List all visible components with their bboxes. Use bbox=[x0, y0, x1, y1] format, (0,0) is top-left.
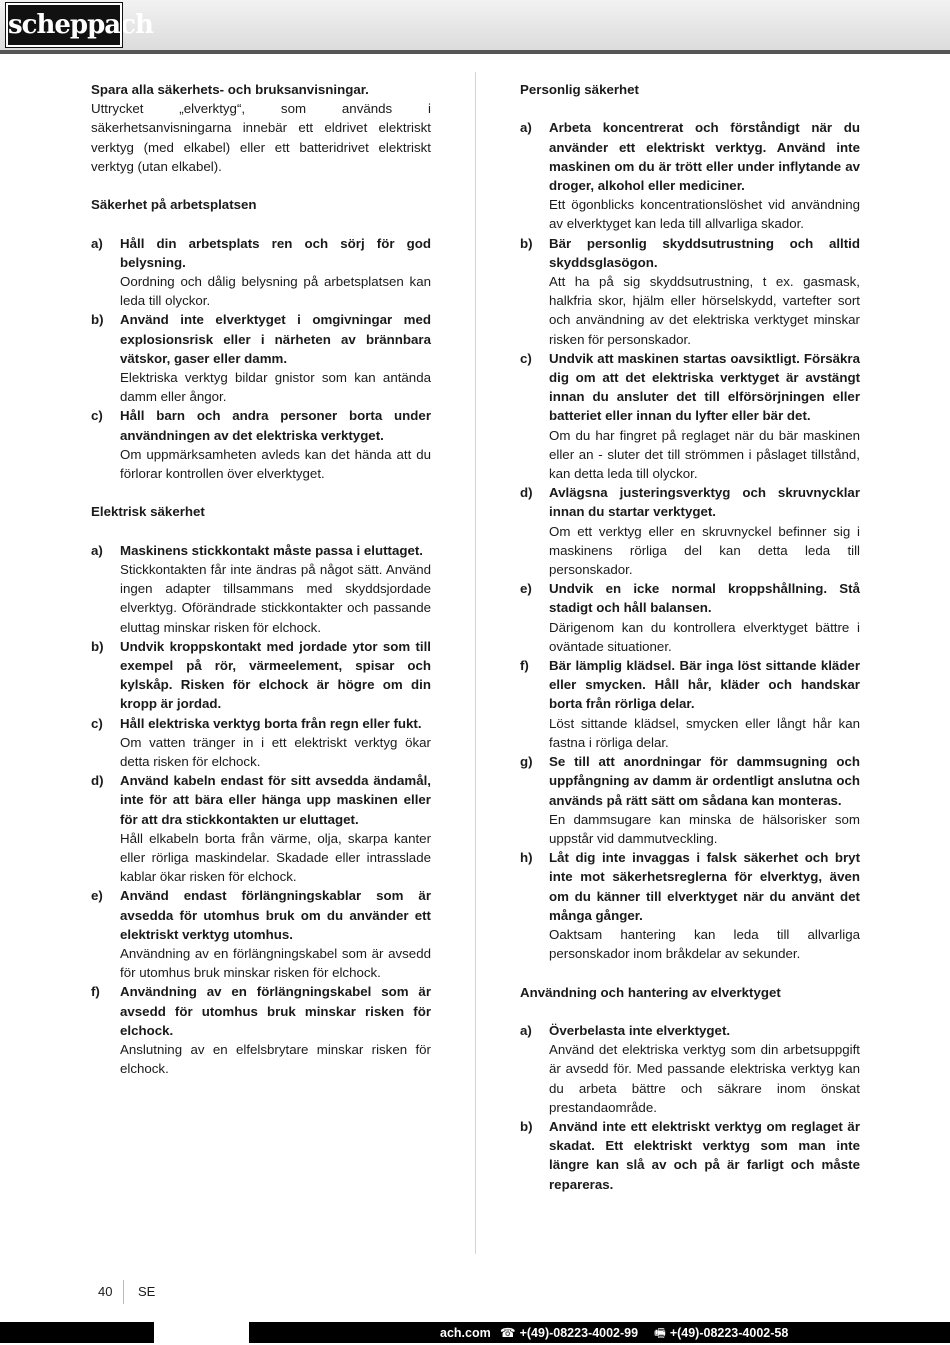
item-letter: c) bbox=[91, 408, 103, 424]
item-letter: e) bbox=[91, 888, 103, 904]
page-number: 40 bbox=[98, 1284, 113, 1299]
list-item bbox=[520, 579, 860, 656]
list-item bbox=[520, 848, 860, 963]
list-item bbox=[91, 714, 431, 772]
list-item bbox=[520, 752, 860, 848]
item-letter: b) bbox=[520, 235, 533, 251]
left-column bbox=[91, 80, 431, 1079]
list-item bbox=[91, 886, 431, 982]
item-instruction: Använd inte elverktyget i omgivningar med explosionsrisk eller i närheten av brännbara vätskor, gaser eller damm. bbox=[120, 312, 431, 366]
item-letter: f) bbox=[91, 984, 100, 1000]
item-instruction: Maskinens stickkontakt måste passa i eluttaget. bbox=[120, 542, 423, 558]
header-rule bbox=[0, 50, 950, 54]
item-letter: d) bbox=[91, 773, 104, 789]
item-letter: c) bbox=[91, 715, 103, 731]
right-column bbox=[520, 80, 860, 1194]
list-item bbox=[91, 771, 431, 886]
item-instruction: Håll barn och andra personer borta under användningen av det elektriska verktyget. bbox=[120, 408, 431, 443]
list-item bbox=[91, 637, 431, 714]
item-instruction: Använd endast förlängningskablar som är avsedda för utomhus bruk om du använder ett elektriskt verktyg utomhus. bbox=[120, 888, 431, 942]
item-letter: f) bbox=[520, 658, 529, 674]
item-explanation: Att ha på sig skyddsutrustning, t ex. gasmask, halkfria skor, hjälm eller hörselskydd, vartefter sort och användning av det elektriska verktyget minskar risken för personskador. bbox=[549, 274, 860, 347]
item-letter: a) bbox=[520, 1022, 532, 1038]
item-explanation: Oordning och dålig belysning på arbetsplatsen kan leda till olyckor. bbox=[120, 274, 431, 309]
list-item bbox=[91, 234, 431, 311]
list-item bbox=[520, 1117, 860, 1194]
item-instruction: Arbeta koncentrerat och förståndigt när du använder ett elektriskt verktyg. Använd inte maskinen om du är trött eller under inflytande av droger, alkohol eller mediciner. bbox=[549, 120, 860, 193]
item-letter: a) bbox=[520, 120, 532, 136]
item-explanation: Löst sittande klädsel, smycken eller långt hår kan fastna i rörliga delar. bbox=[549, 715, 860, 750]
item-instruction: Håll din arbetsplats ren och sörj för god belysning. bbox=[120, 235, 431, 270]
list-item bbox=[520, 656, 860, 752]
item-instruction: Bär lämplig klädsel. Bär inga löst sittande kläder eller smycken. Håll hår, kläder och handskar borta från rörliga delar. bbox=[549, 658, 860, 712]
item-explanation: Om uppmärksamheten avleds kan det hända att du förlorar kontrollen över elverktyget. bbox=[120, 446, 431, 482]
item-explanation: Håll elkabeln borta från värme, olja, skarpa kanter eller rörliga maskindelar. Skadade eller intrasslade kablar ökar risken för elchock. bbox=[120, 830, 431, 885]
intro-text: Uttrycket „elverktyg“, som används i säkerhetsanvisningarna innebär ett eldrivet elektriskt verktyg (med elkabel) eller ett batteridrivet elektriskt verktyg (utan elkabel). bbox=[91, 101, 431, 174]
item-explanation: Stickkontakten får inte ändras på något sätt. Använd ingen adapter tillsammans med skyddsjordade elverktyg. Oförändrade stickkontakter och passande eluttag minskar risken för elchock. bbox=[120, 562, 431, 635]
item-explanation: En dammsugare kan minska de hälsorisker som uppstår vid dammutveckling. bbox=[549, 811, 860, 846]
section-heading: Personlig säkerhet bbox=[520, 82, 639, 97]
phone-icon: ☎ bbox=[500, 1326, 516, 1340]
item-instruction: Undvik en icke normal kroppshållning. Stå stadigt och håll balansen. bbox=[549, 581, 860, 616]
item-explanation: Ett ögonblicks koncentrationslöshet vid användning av elverktyget kan leda till allvarliga skador. bbox=[549, 197, 860, 232]
item-instruction: Låt dig inte invaggas i falsk säkerhet och bryt inte mot säkerhetsreglerna för elverktyg, även om du känner till elverktyget när du använt det många gånger. bbox=[549, 850, 860, 923]
item-letter: h) bbox=[520, 850, 533, 866]
list-item bbox=[520, 483, 860, 579]
item-instruction: Använd inte ett elektriskt verktyg om reglaget är skadat. Ett elektriskt verktyg som man inte längre kan slå av och på är farligt och måste repareras. bbox=[549, 1118, 860, 1192]
item-instruction: Undvik kroppskontakt med jordade ytor som till exempel på rör, värmeelement, spisar och kylskåp. Risken för elchock är högre om din kropp är jordad. bbox=[120, 638, 431, 712]
website-text: ach.com bbox=[440, 1326, 491, 1340]
fax-number: +(49)-08223-4002-58 bbox=[669, 1326, 789, 1340]
item-letter: b) bbox=[520, 1118, 533, 1134]
fax-contact bbox=[654, 1324, 788, 1342]
page-header bbox=[0, 0, 950, 50]
item-explanation: Om du har fingret på reglaget när du bär maskinen eller an - sluter det till strömmen i påslaget tillstånd, kan detta leda till olyckor. bbox=[549, 427, 860, 482]
footer-separator bbox=[123, 1280, 124, 1304]
item-letter: b) bbox=[91, 312, 104, 328]
section-heading: Säkerhet på arbetsplatsen bbox=[91, 197, 257, 213]
list-item bbox=[520, 118, 860, 233]
item-instruction: Avlägsna justeringsverktyg och skruvnycklar innan du startar verktyget. bbox=[549, 485, 860, 520]
section-heading: Användning och hantering av elverktyget bbox=[520, 984, 781, 1000]
item-explanation: Anslutning av en elfelsbrytare minskar risken för elchock. bbox=[120, 1042, 431, 1077]
list-item bbox=[91, 541, 431, 637]
item-explanation: Därigenom kan du kontrollera elverktyget bättre i oväntade situationer. bbox=[549, 619, 860, 654]
intro-title: Spara alla säkerhets- och bruksanvisningar. bbox=[91, 82, 369, 97]
phone-contact bbox=[500, 1324, 638, 1342]
list-item bbox=[91, 982, 431, 1078]
item-letter: g) bbox=[520, 754, 533, 770]
item-explanation: Oaktsam hantering kan leda till allvarliga personskador inom bråkdelar av sekunder. bbox=[549, 926, 860, 962]
item-instruction: Använd kabeln endast för sitt avsedda ändamål, inte för att bära eller hänga upp maskinen eller för att dra stickkontakten ur eluttaget. bbox=[120, 773, 431, 827]
item-letter: e) bbox=[520, 581, 532, 597]
item-instruction: Se till att anordningar för dammsugning och uppfångning av damm är ordentligt anslutna och används på rätt sätt om sådana kan monteras. bbox=[549, 754, 860, 808]
phone-number: +(49)-08223-4002-99 bbox=[519, 1326, 639, 1340]
list-item bbox=[91, 406, 431, 483]
item-instruction: Överbelasta inte elverktyget. bbox=[549, 1022, 731, 1038]
fax-icon: 🖷 bbox=[654, 1326, 666, 1340]
list-item bbox=[91, 310, 431, 406]
item-explanation: Om vatten tränger in i ett elektriskt verktyg ökar detta risken för elchock. bbox=[120, 734, 431, 770]
list-item bbox=[520, 234, 860, 349]
item-letter: a) bbox=[91, 542, 103, 558]
item-instruction: Undvik att maskinen startas oavsiktligt. Försäkra dig om att det elektriska verktyget är avstängt innan du ansluter det till elförsörjningen eller batteriet eller innan du lyfter eller bär det. bbox=[549, 350, 860, 424]
left-sections bbox=[91, 195, 431, 1078]
item-instruction: Användning av en förlängningskabel som är avsedd för utomhus bruk minskar risken för elchock. bbox=[120, 984, 431, 1038]
item-letter: a) bbox=[91, 235, 103, 251]
item-explanation: Användning av en förlängningskabel som är avsedd för utomhus bruk minskar risken för elchock. bbox=[120, 946, 431, 981]
section-heading: Elektrisk säkerhet bbox=[91, 504, 205, 520]
language-code: SE bbox=[138, 1284, 156, 1299]
list-item bbox=[520, 1021, 860, 1117]
brand-logo: scheppach bbox=[6, 3, 122, 47]
item-letter: b) bbox=[91, 638, 104, 654]
item-letter: c) bbox=[520, 350, 532, 366]
column-divider bbox=[475, 72, 476, 1254]
item-instruction: Håll elektriska verktyg borta från regn eller fukt. bbox=[120, 715, 422, 731]
right-sections bbox=[520, 80, 860, 1194]
item-instruction: Bär personlig skyddsutrustning och alltid skyddsglasögon. bbox=[549, 235, 860, 270]
item-explanation: Om ett verktyg eller en skruvnyckel befinner sig i maskinens rörliga del kan detta leda till personskador. bbox=[549, 523, 860, 578]
item-explanation: Använd det elektriska verktyg som din arbetsuppgift är avsedd för. Med passande elektriska verktyg kan du arbeta bättre och säkrare inom önskat prestandaområde. bbox=[549, 1042, 860, 1115]
item-explanation: Elektriska verktyg bildar gnistor som kan antända damm eller ångor. bbox=[120, 370, 431, 405]
contact-bar-left-block bbox=[0, 1322, 154, 1343]
list-item bbox=[520, 349, 860, 483]
item-letter: d) bbox=[520, 485, 533, 501]
